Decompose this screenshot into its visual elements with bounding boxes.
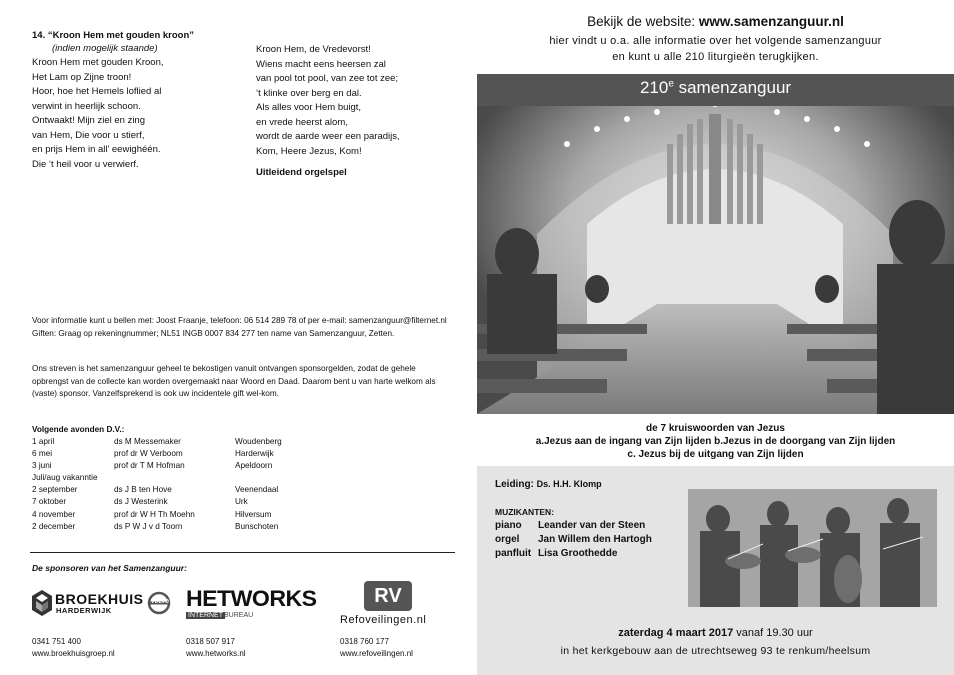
volvo-badge: VOLVO bbox=[151, 599, 170, 605]
theme-line-2: a.Jezus aan de ingang van Zijn lijden b.Jezus in de doorgang van Zijn lijden bbox=[535, 435, 896, 447]
hetworks-sub2: BUREAU bbox=[224, 612, 254, 619]
evening-place: Apeldoorn bbox=[235, 461, 273, 471]
edition-number: 210 bbox=[639, 78, 669, 97]
musicians-photo bbox=[688, 489, 937, 607]
header-info-line-2: en kunt u alle 210 liturgieën terugkijken. bbox=[612, 51, 819, 63]
evening-speaker: prof dr W Verboom bbox=[114, 449, 183, 459]
evenings-title: Volgende avonden D.V.: bbox=[32, 425, 125, 434]
website-line bbox=[477, 14, 954, 29]
divider bbox=[30, 552, 455, 553]
musician-role: panfluit bbox=[495, 548, 532, 559]
refo-phone: 0318 760 177 bbox=[340, 637, 389, 646]
theme-line-1: de 7 kruiswoorden van Jezus bbox=[646, 423, 785, 434]
musician-name: Jan Willem den Hartogh bbox=[538, 534, 652, 545]
musicians-title: MUZIKANTEN: bbox=[495, 507, 555, 517]
hetworks-contact bbox=[186, 636, 246, 660]
musician-role: piano bbox=[495, 520, 522, 531]
edition-title bbox=[477, 78, 954, 98]
theme bbox=[477, 423, 954, 461]
musician-name: Lisa Groothedde bbox=[538, 548, 618, 559]
edition-label: samenzanguur bbox=[673, 78, 792, 97]
broekhuis-sub: HARDERWIJK bbox=[56, 606, 112, 615]
evening-date: 1 april bbox=[32, 437, 55, 446]
broekhuis-phone: 0341 751 400 bbox=[32, 637, 81, 646]
refo-contact bbox=[340, 636, 413, 660]
evening-date: Juli/aug vakanntie bbox=[32, 473, 98, 483]
refo-badge: RV bbox=[364, 581, 412, 611]
hetworks-phone: 0318 507 917 bbox=[186, 637, 235, 646]
evening-speaker: ds J B ten Hove bbox=[114, 485, 172, 495]
event-date: zaterdag 4 maart 2017 bbox=[618, 627, 734, 639]
closing-note: Uitleidend orgelspel bbox=[256, 167, 347, 178]
evening-date: 6 mei bbox=[32, 449, 53, 459]
website-url[interactable]: www.samenzanguur.nl bbox=[698, 14, 844, 29]
hetworks-brand: HETWORKS bbox=[186, 586, 317, 611]
church-photo bbox=[477, 74, 954, 414]
website-prefix: Bekijk de website: bbox=[587, 14, 699, 29]
evening-date: 2 december bbox=[32, 521, 76, 531]
evening-place: Harderwijk bbox=[235, 449, 274, 459]
sponsors-title: De sponsoren van het Samenzanguur: bbox=[32, 563, 187, 573]
evening-speaker: ds J Westerink bbox=[114, 497, 168, 507]
edition-suffix: e bbox=[668, 78, 674, 90]
leiding bbox=[495, 479, 602, 490]
hetworks-sub1: INTERNET bbox=[188, 612, 223, 619]
evening-place: Hilversum bbox=[235, 509, 272, 519]
hetworks-url[interactable]: www.hetworks.nl bbox=[186, 649, 246, 658]
event-venue: in het kerkgebouw aan de utrechtseweg 93 te renkum/heelsum bbox=[560, 645, 871, 657]
evening-place: Woudenberg bbox=[235, 437, 282, 446]
evening-date: 2 september bbox=[32, 485, 78, 495]
evening-speaker: prof dr T M Hofman bbox=[114, 461, 185, 471]
leiding-name: Ds. H.H. Klomp bbox=[536, 479, 602, 489]
evening-date: 7 oktober bbox=[32, 497, 67, 507]
header-info-line-1: hier vindt u o.a. alle informatie over het volgende samenzanguur bbox=[549, 35, 882, 47]
hymn-title: 14. “Kroon Hem met gouden kroon” bbox=[32, 30, 195, 41]
refo-url[interactable]: www.refoveilingen.nl bbox=[340, 649, 413, 658]
evening-date: 3 juni bbox=[32, 461, 52, 471]
evening-place: Bunschoten bbox=[235, 521, 279, 531]
hymn-note: (indien mogelijk staande) bbox=[52, 43, 158, 54]
hymn-stanza-1: Kroon Hem met gouden Kroon, Het Lam op Zijne troon! Hoor, hoe het Hemels loflied al verwint in heerlijk schoon. Ontwaakt! Mijn ziel en zing van Hem, Die voor u stierf, en prijs Hem in all’ eewighéén. Die ‘t heil voor u verwierf. bbox=[32, 57, 164, 170]
theme-line-3: c. Jezus bij de uitgang van Zijn lijden bbox=[627, 448, 804, 460]
musician-name: Leander van der Steen bbox=[538, 520, 646, 531]
leiding-label: Leiding: bbox=[495, 479, 537, 490]
broekhuis-contact bbox=[32, 636, 115, 660]
evening-speaker: ds P W J v d Toorn bbox=[114, 521, 183, 531]
event-time: vanaf 19.30 uur bbox=[733, 627, 813, 639]
musician-role: orgel bbox=[495, 534, 520, 545]
evening-place: Veenendaal bbox=[235, 485, 279, 495]
hymn-stanza-2: Kroon Hem, de Vredevorst! Wiens macht eens heersen zal van pool tot pool, van zee tot zee; ‘t klinke over berg en dal. Als alles voor Hem buigt, en vrede heerst alom, wordt de aarde weer een paradijs, Kom, Heere Jezus, Kom! bbox=[256, 44, 400, 157]
evening-place: Urk bbox=[235, 497, 248, 507]
evening-speaker: prof dr W H Th Moehn bbox=[114, 509, 195, 519]
sponsorship-note: Ons streven is het samenzanguur geheel te bekostigen vanuit ontvangen sponsorgelden, zodat de gehele opbrengst van de collecte kan worden overgemaakt naar Woord en Daad. Daarom bent u van harte welkom als (vaste) sponsor. Vanzelfsprekend is ook uw incidentele gift wel-kom. bbox=[32, 364, 436, 398]
evening-speaker: ds M Messemaker bbox=[114, 437, 181, 446]
evening-date: 4 november bbox=[32, 509, 76, 519]
hetworks-logo bbox=[186, 586, 317, 624]
refo-brand: Refoveilingen.nl bbox=[340, 614, 427, 626]
broekhuis-logo bbox=[32, 588, 174, 618]
broekhuis-url[interactable]: www.broekhuisgroep.nl bbox=[32, 649, 115, 658]
event-date-line bbox=[477, 627, 954, 639]
refoveilingen-logo bbox=[340, 581, 450, 629]
broekhuis-brand: BROEKHUIS bbox=[55, 591, 144, 607]
contact-info: Voor informatie kunt u bellen met: Joost Fraanje, telefoon: 06 514 289 78 of per e-mail: samenzanguur@filternet.nl Giften: Graag op rekeningnummer; NL51 INGB 0007 834 277 ten name van Samenzanguur, Zetten. bbox=[32, 316, 447, 338]
